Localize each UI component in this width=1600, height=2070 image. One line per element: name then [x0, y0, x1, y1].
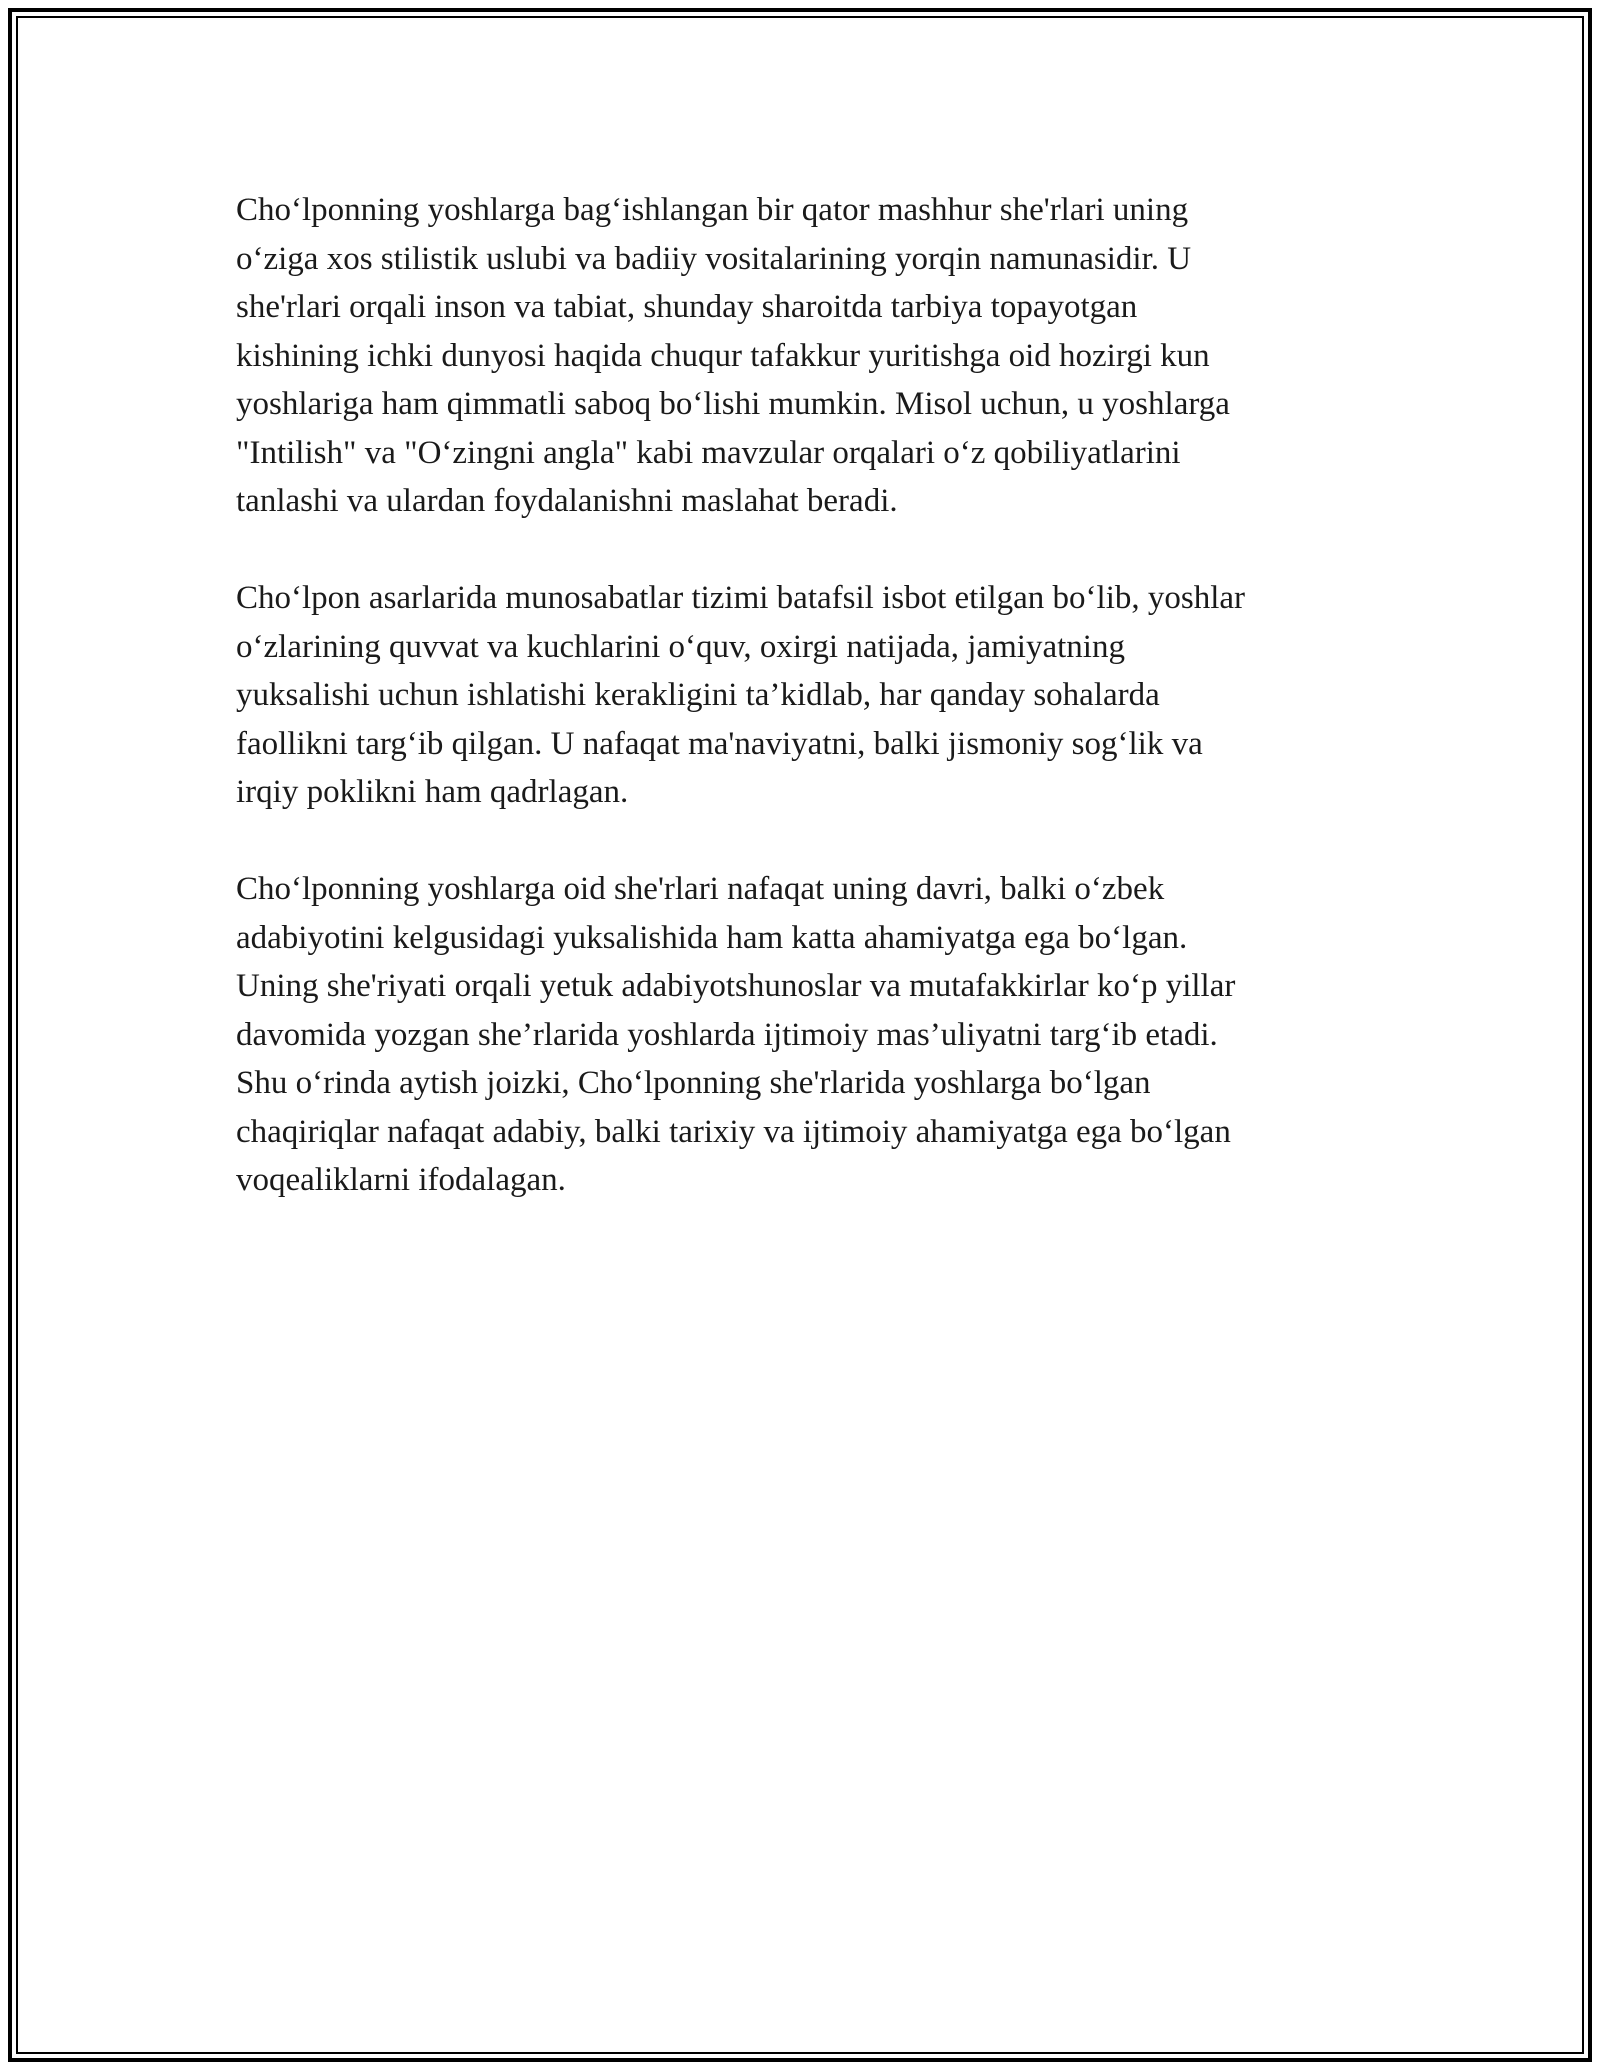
- text-line: yuksalishi uchun ishlatishi kerakligini ta’kidlab, har qanday sohalarda: [236, 677, 1160, 713]
- text-line: Uning she'riyati orqali yetuk adabiyotshunoslar va mutafakkirlar ko‘p yillar: [236, 968, 1236, 1004]
- text-line: irqiy poklikni ham qadrlagan.: [236, 774, 629, 810]
- text-line: Cho‘lponning yoshlarga oid she'rlari nafaqat uning davri, balki o‘zbek: [236, 871, 1165, 907]
- text-line: yoshlariga ham qimmatli saboq bo‘lishi mumkin. Misol uchun, u yoshlarga: [236, 386, 1230, 422]
- text-line: "Intilish" va "O‘zingni angla" kabi mavzular orqalari o‘z qobiliyatlarini: [236, 434, 1181, 471]
- text-line: chaqiriqlar nafaqat adabiy, balki tarixiy va ijtimoiy ahamiyatga ega bo‘lgan: [236, 1113, 1231, 1150]
- text-line: Shu o‘rinda aytish joizki, Cho‘lponning she'rlarida yoshlarga bo‘lgan: [236, 1065, 1151, 1101]
- text-line: o‘ziga xos stilistik uslubi va badiiy vositalarining yorqin namunasidir. U: [236, 240, 1192, 277]
- text-line: voqealiklarni ifodalagan.: [236, 1162, 566, 1198]
- text-line: adabiyotini kelgusidagi yuksalishida ham katta ahamiyatga ega bo‘lgan.: [236, 919, 1188, 956]
- paragraph-2: [236, 574, 1366, 817]
- text-line: Cho‘lponning yoshlarga bag‘ishlangan bir qator mashhur she'rlari uning: [236, 192, 1189, 228]
- text-line: Cho‘lpon asarlarida munosabatlar tizimi batafsil isbot etilgan bo‘lib, yoshlar: [236, 580, 1246, 616]
- paragraph-1: [236, 186, 1366, 526]
- text-line: o‘zlarining quvvat va kuchlarini o‘quv, oxirgi natijada, jamiyatning: [236, 628, 1125, 665]
- text-line: davomida yozgan she’rlarida yoshlarda ijtimoiy mas’uliyatni targ‘ib etadi.: [236, 1016, 1218, 1053]
- document-body: [236, 186, 1366, 1253]
- paragraph-3: [236, 865, 1366, 1205]
- text-line: kishining ichki dunyosi haqida chuqur tafakkur yuritishga oid hozirgi kun: [236, 337, 1210, 374]
- text-line: she'rlari orqali inson va tabiat, shunday sharoitda tarbiya topayotgan: [236, 289, 1138, 325]
- text-line: faollikni targ‘ib qilgan. U nafaqat ma'naviyatni, balki jismoniy sog‘lik va: [236, 725, 1203, 762]
- text-line: tanlashi va ulardan foydalanishni maslahat beradi.: [236, 483, 898, 519]
